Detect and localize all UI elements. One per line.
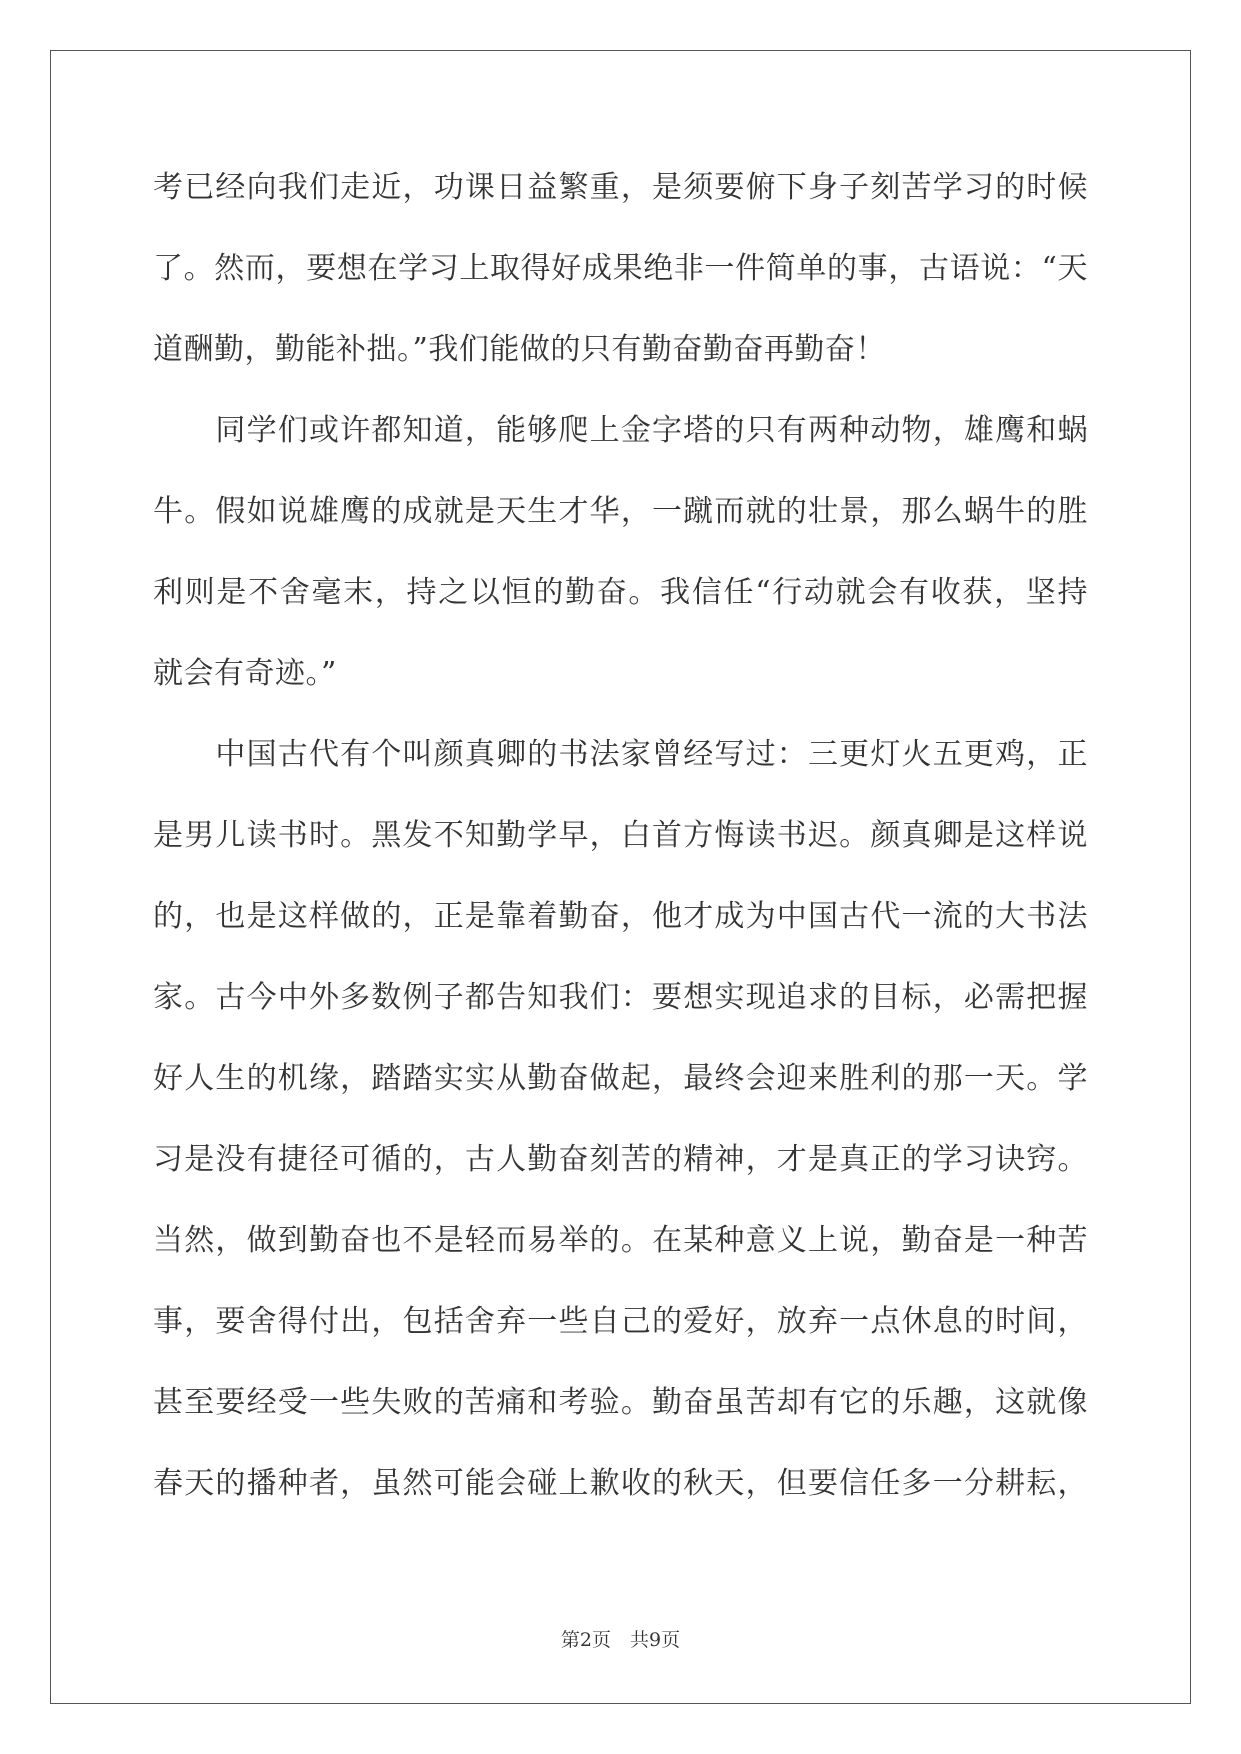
text-line: 就会有奇迹。” — [153, 656, 337, 691]
text-line: 甚至要经受一些失败的苦痛和考验。勤奋虽苦却有它的乐趣，这就像 — [153, 1385, 1088, 1420]
text-line: 家。古今中外多数例子都告知我们：要想实现追求的目标，必需把握 — [153, 980, 1088, 1015]
document-body — [153, 158, 1088, 1535]
text-line: 考已经向我们走近，功课日益繁重，是须要俯下身子刻苦学习的时候 — [153, 170, 1088, 205]
text-line: 好人生的机缘，踏踏实实从勤奋做起，最终会迎来胜利的那一天。学 — [153, 1061, 1088, 1096]
text-line: 同学们或许都知道，能够爬上金字塔的只有两种动物，雄鹰和蜗 — [153, 413, 1088, 448]
text-line: 中国古代有个叫颜真卿的书法家曾经写过：三更灯火五更鸡，正 — [153, 737, 1088, 772]
page-number-footer: 第2页 共9页 — [560, 1629, 681, 1651]
text-line: 事，要舍得付出，包括舍弃一些自己的爱好，放弃一点休息的时间， — [153, 1304, 1088, 1339]
text-line: 牛。假如说雄鹰的成就是天生才华，一蹴而就的壮景，那么蜗牛的胜 — [153, 494, 1088, 529]
text-line: 道酬勤，勤能补拙。”我们能做的只有勤奋勤奋再勤奋！ — [153, 332, 886, 367]
text-line: 了。然而，要想在学习上取得好成果绝非一件简单的事，古语说：“天 — [153, 251, 1088, 286]
text-line: 春天的播种者，虽然可能会碰上歉收的秋天，但要信任多一分耕耘， — [153, 1466, 1088, 1501]
text-line: 当然，做到勤奋也不是轻而易举的。在某种意义上说，勤奋是一种苦 — [153, 1223, 1088, 1258]
text-line: 是男儿读书时。黑发不知勤学早，白首方悔读书迟。颜真卿是这样说 — [153, 818, 1088, 853]
text-line: 习是没有捷径可循的，古人勤奋刻苦的精神，才是真正的学习诀窍。 — [153, 1142, 1088, 1177]
text-line: 的，也是这样做的，正是靠着勤奋，他才成为中国古代一流的大书法 — [153, 899, 1088, 934]
text-line: 利则是不舍毫末，持之以恒的勤奋。我信任“行动就会有收获，坚持 — [153, 575, 1088, 610]
